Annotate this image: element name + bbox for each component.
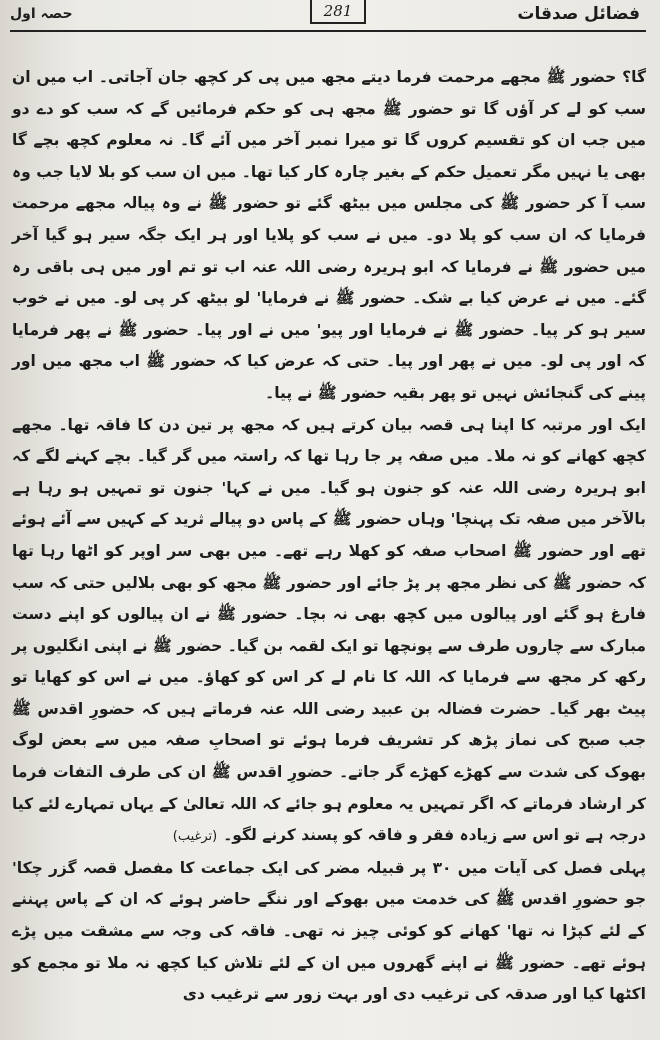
page-number: 281 [310,0,366,24]
paragraph-2-text: ایک اور مرتبہ کا اپنا ہی قصہ بیان کرتے ہیں کہ مجھ پر تین دن کا فاقہ تھا۔ مجھے کچھ کھانے کو نہ ملا۔ میں صفہ پر جا رہا تھا کہ راستہ میں گر گیا۔ بچے کہنے لگے کہ ابو ہریرہ رضی اللہ عنہ کو جنون ہو گیا۔ میں نے کہا' جنون تو تمہیں ہو رہا ہے بالآخر میں صفہ تک پہنچا' وہاں حضور ﷺ کے پاس دو پیالے ثرید کے کہیں سے آئے ہوئے تھے اور حضور ﷺ اصحاب صفہ کو کھلا رہے تھے۔ میں بھی سر اوپر کو اٹھا رہا تھا کہ حضور ﷺ کی نظر مجھ پر پڑ جائے اور حضور ﷺ مجھ کو بھی بلالیں حتی کہ سب فارغ ہو گئے اور پیالوں میں کچھ بھی نہ بچا۔ حضور ﷺ نے ان پیالوں کو اپنے دست مبارک سے چاروں طرف سے پونچھا تو ایک لقمہ بن گیا۔ حضور ﷺ نے اپنی انگلیوں پر رکھ کر مجھ سے فرمایا کہ اللہ کا نام لے کر اس کو کھاؤ۔ میں نے اس کو کھایا تو پیٹ بھر گیا۔ حضرت فضالہ بن عبید رضی اللہ عنہ فرماتے ہیں کہ حضورِ اقدس ﷺ جب صبح کی نماز پڑھ کر تشریف فرما ہوئے تو اصحابِ صفہ میں سے بعض لوگ بھوک کی شدت سے کھڑے کھڑے گر جاتے۔ حضورِ اقدس ﷺ ان کی طرف التفات فرما کر ارشاد فرماتے کہ اگر تمہیں یہ معلوم ہو جائے کہ اللہ تعالیٰ کے یہاں تمہارے لئے کیا درجہ ہے تو اس سے زیادہ فقر و فاقہ کو پسند کرنے لگو۔ [12,415,646,845]
paragraph-3: پہلی فصل کی آیات میں ۳۰ پر قبیلہ مضر کی ایک جماعت کا مفصل قصہ گزر چکا' جو حضورِ اقدس ﷺ کی خدمت میں بھوکے اور ننگے حاضر ہوئے کہ ان کے پاس پہننے کے لئے کپڑا نہ تھا' کھانے کو کوئی چیز نہ تھی۔ فاقہ کی وجہ سے مشقت میں پڑے ہوئے تھے۔ حضور ﷺ نے اپنے گھروں میں ان کے لئے تلاش کیا کچھ نہ ملا تو مجمع کو اکٹھا کیا اور صدقہ کی ترغیب دی اور بہت زور سے ترغیب دی [12,858,647,1004]
book-title: فضائل صدقات [517,4,640,24]
volume-label: حصہ اول [10,6,73,22]
header-divider [10,30,646,32]
paragraph-1: گا؟ حضور ﷺ مجھے مرحمت فرما دیتے مجھ میں پی کر کچھ جان آجاتی۔ اب میں ان سب کو لے کر آؤں گا تو حضور ﷺ مجھ ہی کو حکم فرمائیں گے کہ سب کو دے دو میں جب ان کو تقسیم کروں گا تو میرا نمبر آخر میں آئے گا۔ نہ معلوم کچھ بچے گا بھی یا نہیں مگر تعمیل حکم کے بغیر چارہ کار کیا تھا۔ میں ان سب کو بلا لایا جب وہ سب آ کر حضور ﷺ کی مجلس میں بیٹھ گئے تو حضور ﷺ نے وہ پیالہ مجھے مرحمت فرمایا کہ ان سب کو پلا دو۔ میں نے سب کو پلایا اور ہر ایک جگہ سیر ہو گیا آخر میں حضور ﷺ نے فرمایا کہ ابو ہریرہ رضی اللہ عنہ اب تو تم اور میں ہی باقی رہ گئے۔ میں نے عرض کیا بے شک۔ حضور ﷺ نے فرمایا' لو بیٹھ کر پی لو۔ میں نے خوب سیر ہو کر پیا۔ حضور ﷺ نے فرمایا اور پیو' میں نے اور پیا۔ حضور ﷺ نے پھر فرمایا کہ اور پی لو۔ میں نے پھر اور پیا۔ حتی کہ عرض کیا کہ حضور ﷺ اب مجھ میں اور پینے کی گنجائش نہیں تو پھر بقیہ حضور ﷺ نے پیا۔ [12,68,646,402]
page-body [12,62,646,1011]
source-note: (ترغیب) [172,829,218,845]
paragraph-2 [12,410,646,853]
page-header [10,0,646,30]
